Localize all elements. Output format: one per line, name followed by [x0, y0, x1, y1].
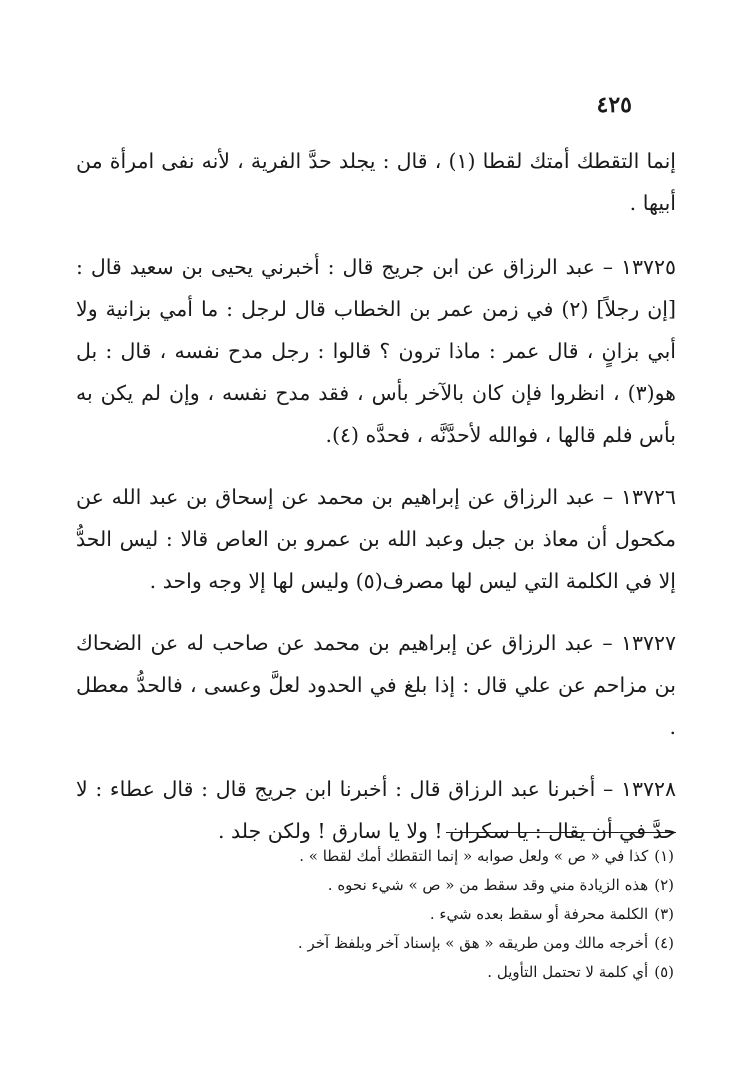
footnote-text: أي كلمة لا تحتمل التأويل .	[487, 963, 649, 981]
paragraph-13725: ١٣٧٢٥ – عبد الرزاق عن ابن جريج قال : أخبرني يحيى بن سعيد قال : [إن رجلاً] (٢) في زمن عمر بن الخطاب قال لرجل : ما أمي بزانية ولا أبي بزانٍ ، قال عمر : ماذا ترون ؟ قالوا : رجل مدح نفسه ، قال : بل هو(٣) ، انظروا فإن كان بالآخر بأس ، فقد مدح نفسه ، وإن لم يكن به بأس فلم قالها ، فوالله لأحدَّنَّه ، فحدَّه (٤).	[76, 255, 676, 447]
footnote-mark: (٤)	[654, 934, 674, 952]
footnote-mark: (١)	[654, 847, 674, 865]
paragraph-intro: إنما التقطك أمتك لقطا (١) ، قال : يجلد حدَّ الفرية ، لأنه نفى امرأة من أبيها .	[76, 149, 676, 215]
paragraph-13726: ١٣٧٢٦ – عبد الرزاق عن إبراهيم بن محمد عن إسحاق بن عبد الله عن مكحول أن معاذ بن جبل وعبد الله بن عمرو بن العاص قالا : ليس الحدُّ إلا في الكلمة التي ليس لها مصرف(٥) وليس لها إلا وجه واحد .	[76, 485, 676, 593]
footnote-3	[114, 900, 674, 929]
paragraph-13728: ١٣٧٢٨ – أخبرنا عبد الرزاق قال : أخبرنا ابن جريج قال : قال عطاء : لا حدَّ في أن يقال : يا سكران ! ولا يا سارق ! ولكن جلد .	[76, 777, 676, 843]
footnotes-section	[114, 842, 674, 987]
footnote-4	[114, 929, 674, 958]
page-number: ٤٢٥	[596, 92, 632, 118]
footnote-text: كذا في « ص » ولعل صوابه « إنما التقطك أمك لقطا » .	[299, 847, 649, 865]
footnote-text: الكلمة محرفة أو سقط بعده شيء .	[429, 905, 649, 923]
footnote-mark: (٥)	[654, 963, 674, 981]
main-text-body	[76, 140, 676, 872]
footnote-mark: (٣)	[654, 905, 674, 923]
footnote-divider	[446, 832, 676, 833]
footnote-2	[114, 871, 674, 900]
footnote-mark: (٢)	[654, 876, 674, 894]
footnote-5	[114, 958, 674, 987]
footnote-text: هذه الزيادة مني وقد سقط من « ص » شيء نحوه .	[327, 876, 649, 894]
paragraph-13727: ١٣٧٢٧ – عبد الرزاق عن إبراهيم بن محمد عن صاحب له عن الضحاك بن مزاحم عن علي قال : إذا بلغ في الحدود لعلَّ وعسى ، فالحدُّ معطل .	[76, 631, 676, 739]
footnote-1	[114, 842, 674, 871]
footnote-text: أخرجه مالك ومن طريقه « هق » بإسناد آخر وبلفظ آخر .	[297, 934, 649, 952]
